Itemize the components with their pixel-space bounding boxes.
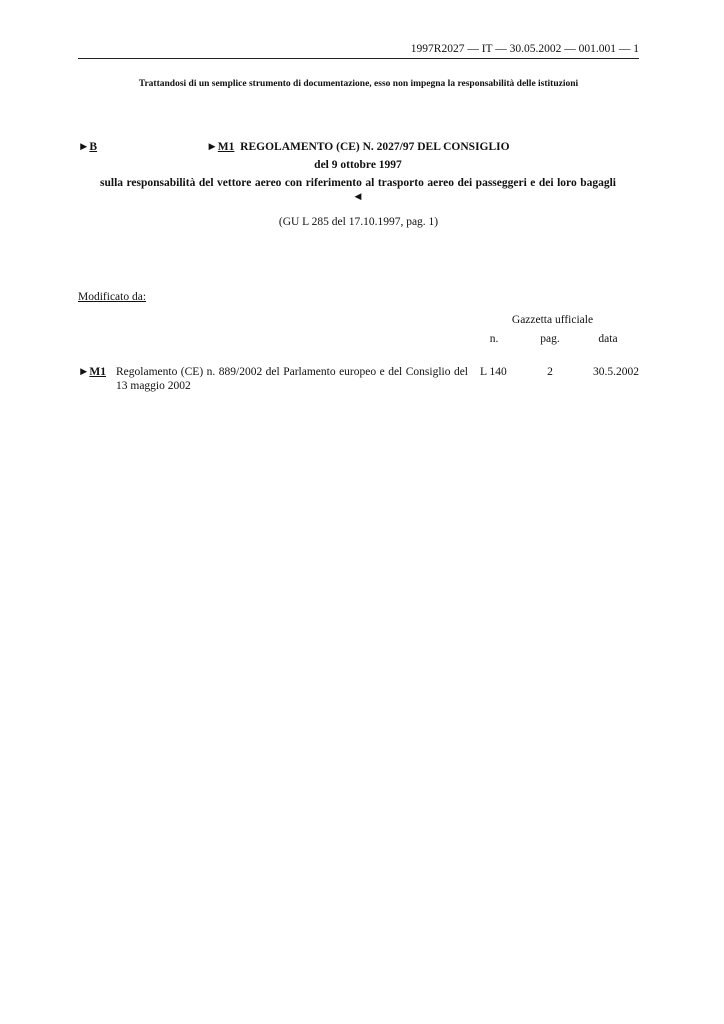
regulation-subject xyxy=(100,176,616,204)
regulation-subject-text: sulla responsabilità del vettore aereo con riferimento al trasporto aereo dei passeggeri e dei loro bagagli xyxy=(100,177,616,189)
amendment-marker-link[interactable]: M1 xyxy=(217,141,235,153)
page-header xyxy=(78,42,639,59)
base-marker xyxy=(78,140,97,154)
column-header-number: n. xyxy=(489,333,499,345)
regulation-date: del 9 ottobre 1997 xyxy=(314,159,402,171)
document-reference: 1997R2027 — IT — 30.05.2002 — 001.001 — 1 xyxy=(410,43,639,55)
amendment-description: Regolamento (CE) n. 889/2002 del Parlamento europeo e del Consiglio del 13 maggio 2002 xyxy=(116,366,468,392)
column-header-date: data xyxy=(598,333,618,345)
modified-by-label: Modificato da: xyxy=(78,291,147,303)
amendment-journal-number: L 140 xyxy=(480,366,507,378)
column-header-page: pag. xyxy=(540,333,560,345)
base-marker-link[interactable]: B xyxy=(89,141,98,153)
amendment-row xyxy=(78,365,639,395)
official-journal-reference: (GU L 285 del 17.10.1997, pag. 1) xyxy=(278,216,439,228)
arrow-right-icon: ► xyxy=(206,141,218,153)
regulation-title-block xyxy=(100,140,616,204)
amendment-page: 2 xyxy=(547,366,553,378)
gazette-header: Gazzetta ufficiale xyxy=(511,314,594,326)
arrow-right-icon: ► xyxy=(78,141,90,153)
arrow-right-icon: ► xyxy=(78,366,90,378)
amendment-row-marker[interactable] xyxy=(78,365,106,379)
arrow-left-icon: ◄ xyxy=(352,191,364,203)
regulation-title xyxy=(100,140,616,154)
disclaimer-text: Trattandosi di un semplice strumento di documentazione, esso non impegna la responsabilità delle istituzioni xyxy=(138,79,579,89)
amendment-date: 30.5.2002 xyxy=(593,366,639,378)
amendment-code[interactable]: M1 xyxy=(89,366,106,378)
regulation-name: REGOLAMENTO (CE) N. 2027/97 DEL CONSIGLIO xyxy=(240,141,510,153)
